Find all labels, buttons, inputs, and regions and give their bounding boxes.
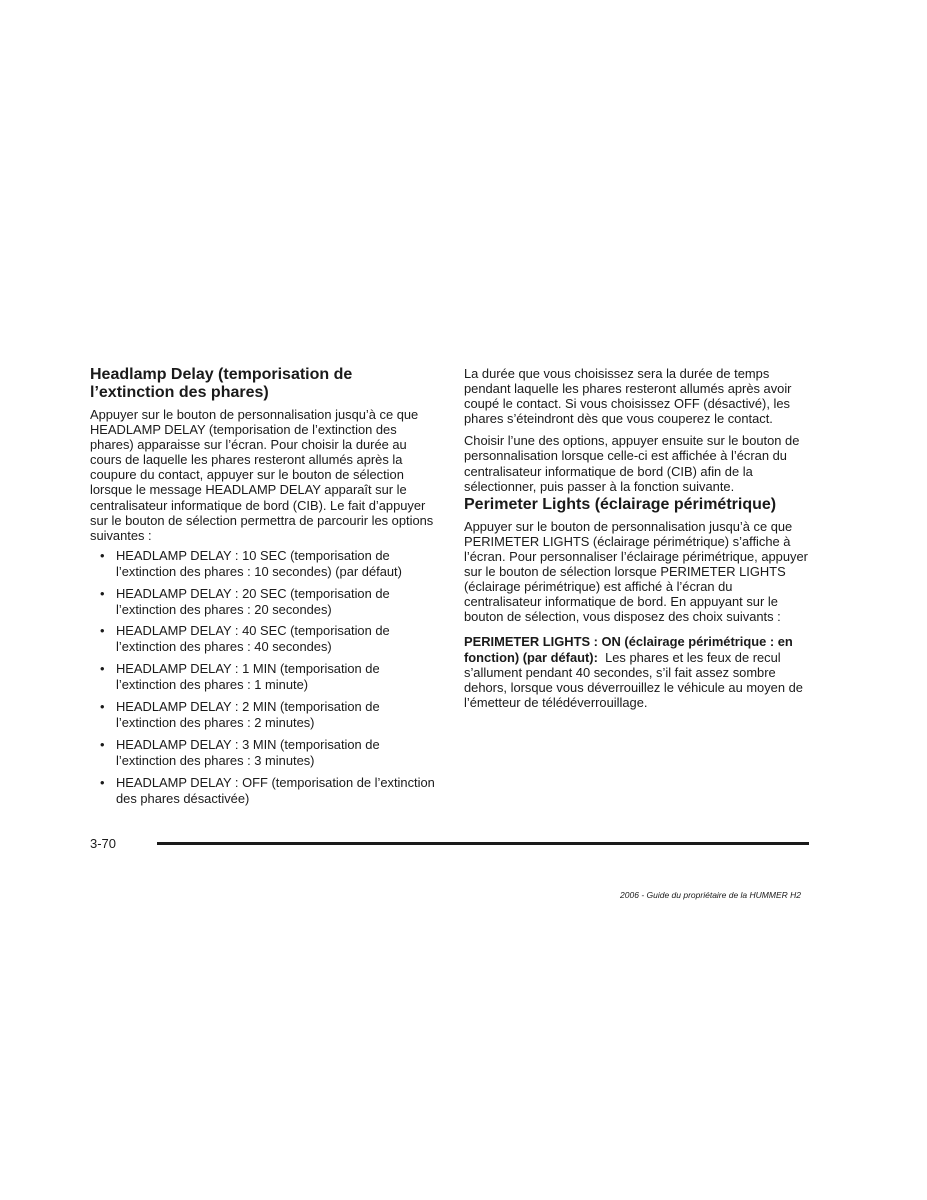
headlamp-delay-intro: Appuyer sur le bouton de personnalisation jusqu’à ce que HEADLAMP DELAY (temporisation de l’extinction des phares) apparaisse sur l’écran. Pour choisir la durée au cours de laquelle les phares resteront allumés après la coupure du contact, appuyer sur le bouton de sélection lorsque le message HEADLAMP DELAY apparaît sur le centralisateur informatique de bord (CIB). Le fait d’appuyer sur le bouton de sélection permettra de parcourir les options suivantes :: [90, 407, 434, 543]
option-text: HEADLAMP DELAY : 40 SEC (temporisation de l’extinction des phares : 40 secondes): [116, 623, 390, 655]
option-text: HEADLAMP DELAY : 10 SEC (temporisation de l’extinction des phares : 10 secondes) (par défaut): [116, 547, 402, 579]
perimeter-lights-intro: Appuyer sur le bouton de personnalisation jusqu’à ce que PERIMETER LIGHTS (éclairage périmétrique) s’affiche à l’écran. Pour personnaliser l’éclairage périmétrique, appuyer sur le bouton de sélection lorsque PERIMETER LIGHTS (éclairage périmétrique) est affiché à l’écran du centralisateur informatique de bord. En appuyant sur le bouton de sélection, vous disposez des choix suivants :: [464, 518, 808, 625]
select-option-paragraph: Choisir l’une des options, appuyer ensuite sur le bouton de personnalisation lorsque celle-ci est affichée à l’écran du centralisateur informatique de bord (CIB) afin de la sélectionner, puis passer à la fonction suivante.: [464, 433, 800, 494]
bullet-icon: •: [100, 585, 105, 601]
page-number: 3-70: [90, 836, 117, 851]
footer-rule: [157, 842, 809, 845]
left-column: [90, 366, 438, 813]
bullet-icon: •: [100, 623, 105, 639]
bullet-icon: •: [100, 547, 105, 563]
option-item: [90, 548, 438, 580]
option-item: [90, 775, 438, 807]
perimeter-lights-on-label: PERIMETER LIGHTS : ON (éclairage périmétrique : en fonction) (par défaut):: [464, 634, 793, 665]
delay-duration-paragraph: La durée que vous choisissez sera la durée de temps pendant laquelle les phares resteront allumés après avoir coupé le contact. Si vous choisissez OFF (désactivé), les phares s’éteindront dès que vous couperez le contact.: [464, 366, 792, 427]
perimeter-lights-on-description: Les phares et les feux de recul s’allument pendant 40 secondes, s’il fait assez sombre dehors, lorsque vous déverrouillez le véhicule au moyen de l’émetteur de télédéverrouillage.: [464, 649, 803, 710]
right-column: [464, 366, 812, 710]
option-item: [90, 661, 438, 693]
option-text: HEADLAMP DELAY : 1 MIN (temporisation de l’extinction des phares : 1 minute): [116, 661, 380, 693]
bullet-icon: •: [100, 661, 105, 677]
bullet-icon: •: [100, 699, 105, 715]
perimeter-lights-on-option: [464, 634, 812, 709]
headlamp-delay-options: [90, 548, 438, 807]
bullet-icon: •: [100, 774, 105, 790]
option-item: [90, 699, 438, 731]
option-item: [90, 737, 438, 769]
option-text: HEADLAMP DELAY : 20 SEC (temporisation de l’extinction des phares : 20 secondes): [116, 585, 390, 617]
option-text: HEADLAMP DELAY : 3 MIN (temporisation de l’extinction des phares : 3 minutes): [116, 736, 380, 768]
bullet-icon: •: [100, 736, 105, 752]
option-text: HEADLAMP DELAY : OFF (temporisation de l’extinction des phares désactivée): [116, 774, 435, 806]
option-item: [90, 623, 438, 655]
perimeter-lights-heading: Perimeter Lights (éclairage périmétrique): [464, 495, 777, 513]
headlamp-delay-heading: Headlamp Delay (temporisation de l’extinction des phares): [90, 366, 353, 401]
footer-credit: 2006 - Guide du propriétaire de la HUMMER H2: [620, 890, 801, 900]
option-text: HEADLAMP DELAY : 2 MIN (temporisation de l’extinction des phares : 2 minutes): [116, 699, 380, 730]
option-item: [90, 586, 438, 618]
